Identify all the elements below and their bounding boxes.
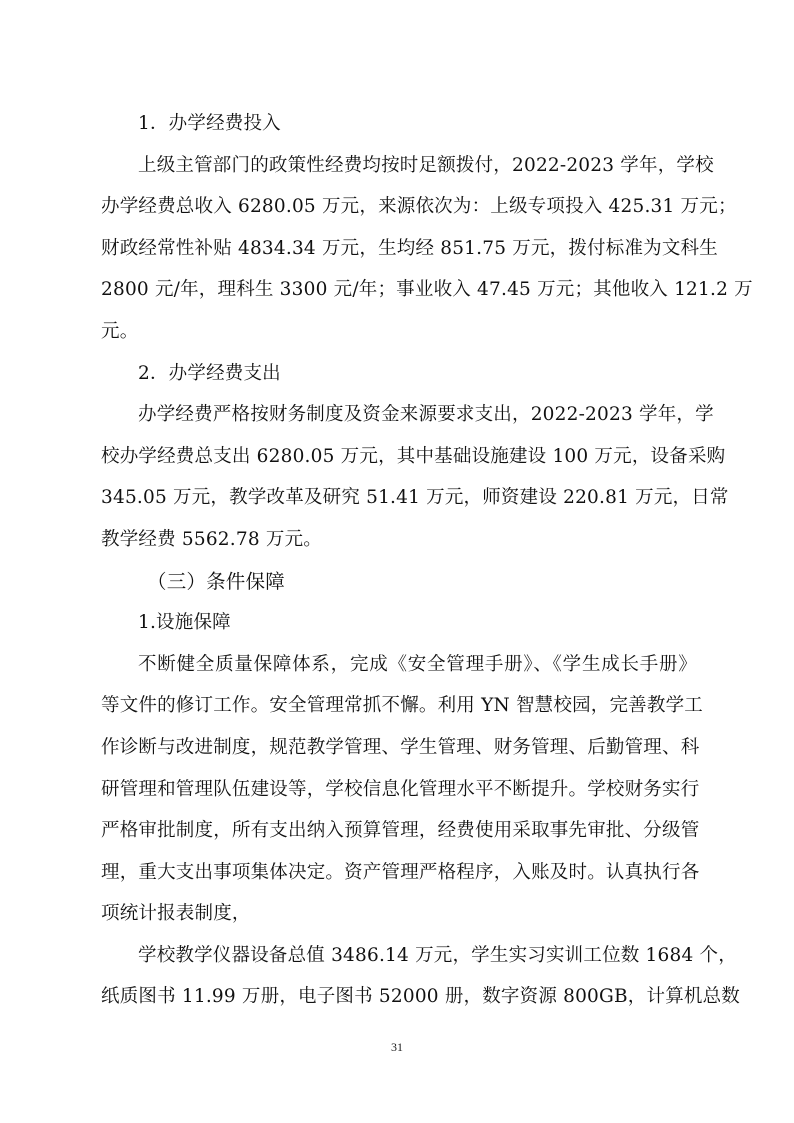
- paragraph-line: 2800 元/年，理科生 3300 元/年；事业收入 47.45 万元；其他收入 121.2 万: [101, 279, 753, 301]
- paragraph-line: 办学经费总收入 6280.05 万元，来源依次为：上级专项投入 425.31 万元；: [101, 196, 737, 218]
- paragraph-line: 纸质图书 11.99 万册，电子图书 52000 册，数字资源 800GB，计算机总数: [101, 986, 741, 1008]
- paragraph-line: 345.05 万元，教学改革及研究 51.41 万元，师资建设 220.81 万元，日常: [101, 487, 729, 509]
- paragraph-line: 理，重大支出事项集体决定。资产管理严格程序，入账及时。认真执行各: [101, 861, 700, 883]
- subheading-funding-expenditure: 2．办学经费支出: [138, 362, 281, 384]
- paragraph-line: 项统计报表制度，: [101, 903, 251, 925]
- paragraph-line: 办学经费严格按财务制度及资金来源要求支出，2022-2023 学年，学: [138, 404, 714, 426]
- section-heading-conditions: （三）条件保障: [147, 569, 285, 593]
- paragraph-line: 教学经费 5562.78 万元。: [101, 528, 322, 550]
- paragraph-line: 元。: [101, 320, 139, 342]
- paragraph-line: 上级主管部门的政策性经费均按时足额拨付，2022-2023 学年，学校: [138, 154, 714, 176]
- paragraph-line: 校办学经费总支出 6280.05 万元，其中基础设施建设 100 万元，设备采购: [101, 445, 726, 467]
- paragraph-line: 研管理和管理队伍建设等，学校信息化管理水平不断提升。学校财务实行: [101, 778, 700, 800]
- paragraph-line: 作诊断与改进制度，规范教学管理、学生管理、财务管理、后勤管理、科: [101, 736, 700, 758]
- paragraph-line: 不断健全质量保障体系，完成《安全管理手册》、《学生成长手册》: [138, 653, 697, 675]
- paragraph-line: 财政经常性补贴 4834.34 万元，生均经 851.75 万元，拨付标准为文科生: [101, 237, 718, 259]
- paragraph-line: 学校教学仪器设备总值 3486.14 万元，学生实习实训工位数 1684 个，: [138, 944, 737, 966]
- page-number: 31: [391, 1040, 403, 1054]
- document-body: [101, 103, 753, 1018]
- subheading-funding-input: 1．办学经费投入: [138, 113, 281, 134]
- paragraph-line: 严格审批制度，所有支出纳入预算管理，经费使用采取事先审批、分级管: [101, 820, 700, 842]
- paragraph-line: 等文件的修订工作。安全管理常抓不懈。利用 YN 智慧校园，完善教学工: [101, 695, 703, 717]
- subheading-facilities: 1.设施保障: [138, 612, 231, 634]
